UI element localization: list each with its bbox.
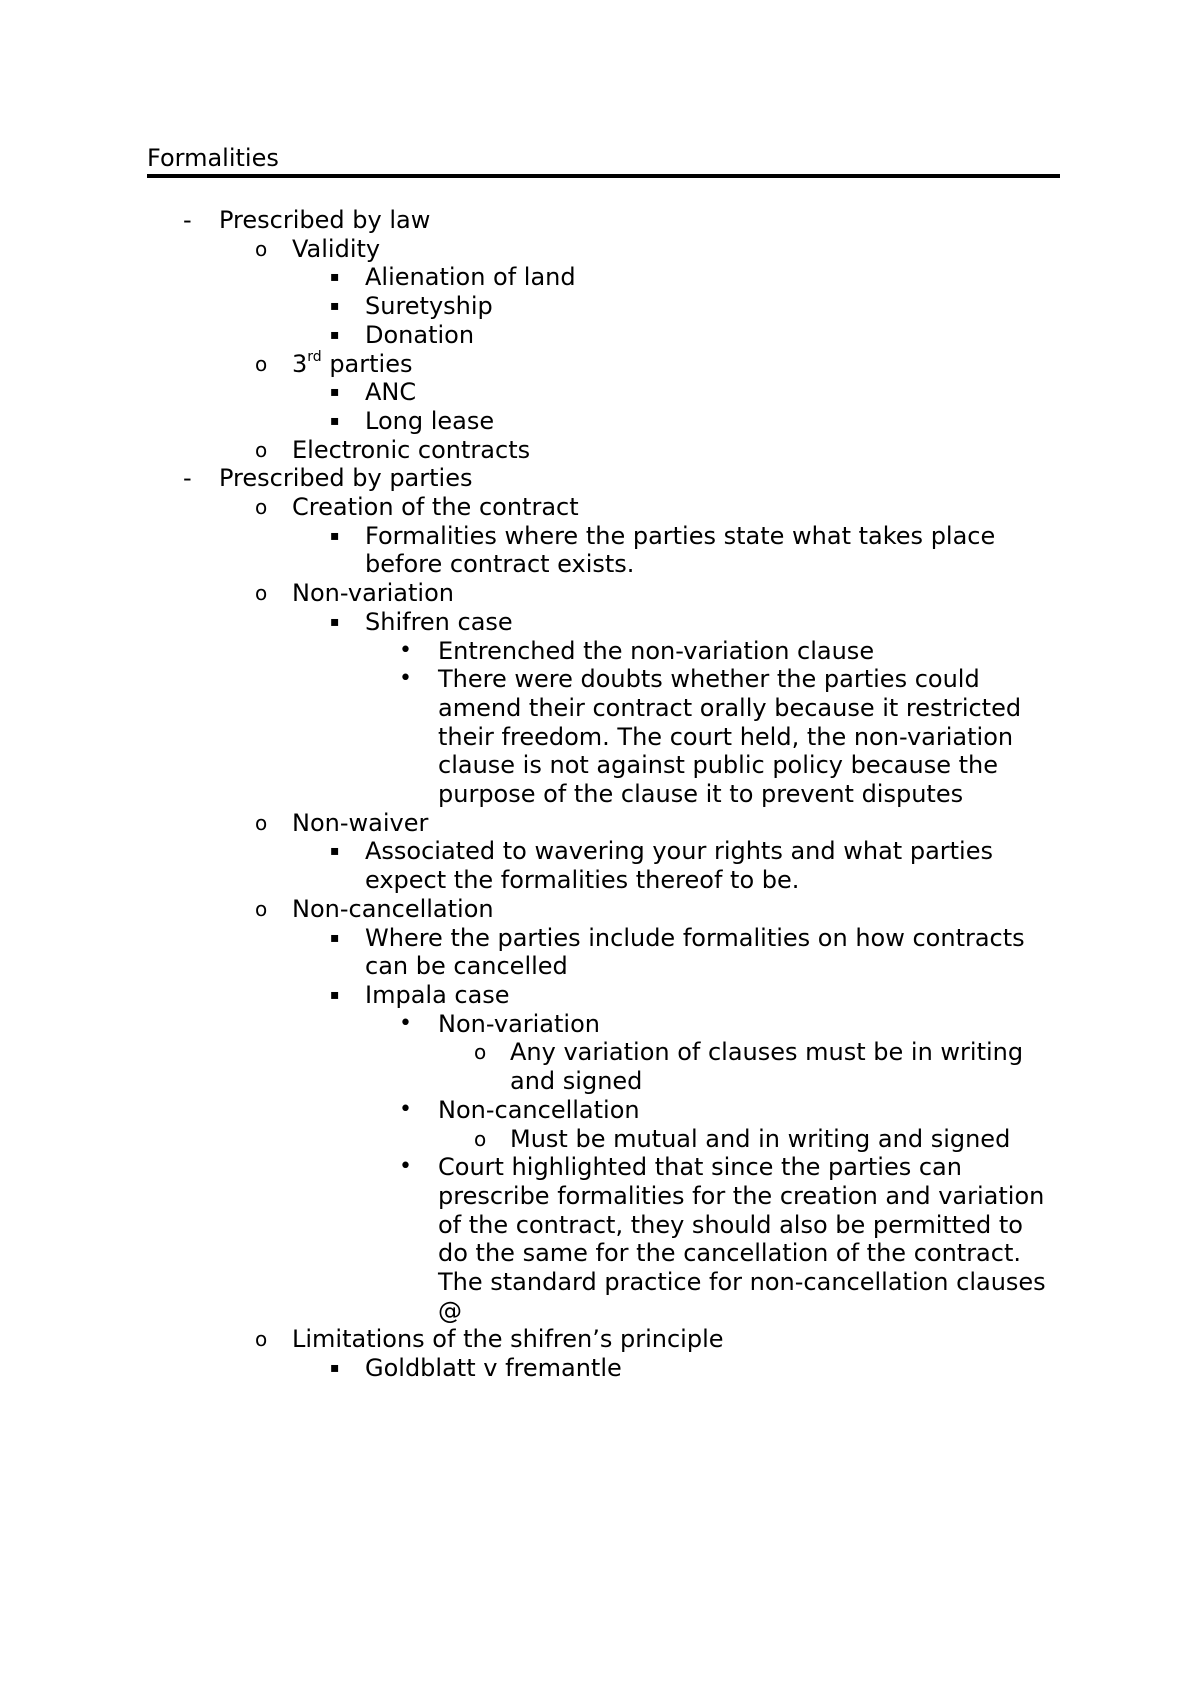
outline-item-text: Associated to wavering your rights and what parties expect the formalities thereof to be. bbox=[365, 837, 993, 895]
outline-item-text: Non-cancellation bbox=[438, 1095, 640, 1124]
list-marker: o bbox=[255, 896, 268, 921]
outline-item-text: Court highlighted that since the parties can prescribe formalities for the creation and variation of the contract, they should also be permitted to do the same for the cancellation of the contract. The standard practice for non-cancellation clauses @ bbox=[438, 1153, 1046, 1325]
outline-item-level-3 bbox=[0, 407, 1060, 436]
outline-item-level-2 bbox=[0, 1325, 1060, 1354]
outline-item-text: Entrenched the non-variation clause bbox=[438, 636, 875, 665]
outline-item-text: Donation bbox=[365, 320, 475, 349]
title-underline bbox=[147, 174, 1060, 178]
list-marker: • bbox=[399, 1096, 412, 1122]
outline-item-level-5 bbox=[0, 1125, 1060, 1154]
list-marker: o bbox=[255, 437, 268, 462]
outline-item-level-1 bbox=[0, 464, 1060, 493]
outline-item-text: ANC bbox=[365, 378, 417, 407]
list-marker: ▪ bbox=[330, 326, 340, 343]
outline-item-text: Long lease bbox=[365, 406, 495, 435]
outline-item-level-3 bbox=[0, 608, 1060, 637]
outline-item-text: Suretyship bbox=[365, 292, 493, 321]
outline-item-level-3 bbox=[0, 263, 1060, 292]
outline-item-level-3 bbox=[0, 1354, 1060, 1383]
outline-item-level-2 bbox=[0, 436, 1060, 465]
outline-item-text: Any variation of clauses must be in writing and signed bbox=[510, 1038, 1024, 1096]
outline-item-level-3 bbox=[0, 522, 1060, 579]
outline-item-text: Impala case bbox=[365, 980, 510, 1009]
list-marker: ▪ bbox=[330, 929, 340, 946]
outline-item-text: Shifren case bbox=[365, 607, 513, 636]
outline-item-level-5 bbox=[0, 1038, 1060, 1095]
outline-item-text: Where the parties include formalities on how contracts can be cancelled bbox=[365, 923, 1025, 981]
outline-item-level-2 bbox=[0, 493, 1060, 522]
list-marker: ▪ bbox=[330, 298, 340, 315]
list-marker: ▪ bbox=[330, 269, 340, 286]
outline-item-level-3 bbox=[0, 924, 1060, 981]
list-marker: ▪ bbox=[330, 412, 340, 429]
outline-item-level-2 bbox=[0, 809, 1060, 838]
outline-item-text bbox=[292, 350, 1060, 379]
outline-item-level-2 bbox=[0, 235, 1060, 264]
list-marker: ▪ bbox=[330, 986, 340, 1003]
outline-item-text: Creation of the contract bbox=[292, 493, 579, 522]
outline-item-text: Prescribed by law bbox=[219, 206, 431, 234]
outline-item-level-3 bbox=[0, 321, 1060, 350]
outline-item-text: Formalities where the parties state what takes place before contract exists. bbox=[365, 521, 996, 579]
outline-item-text: There were doubts whether the parties could amend their contract orally because it restricted their freedom. The court held, the non-variation clause is not against public policy because the purpose of the clause it to prevent disputes bbox=[438, 665, 1022, 809]
outline-item-level-1 bbox=[0, 206, 1060, 235]
list-marker: • bbox=[399, 637, 412, 663]
list-marker: o bbox=[255, 1327, 268, 1352]
outline-item-text: Must be mutual and in writing and signed bbox=[510, 1124, 1011, 1153]
list-marker: ▪ bbox=[330, 613, 340, 630]
outline-item-level-4 bbox=[0, 1153, 1060, 1325]
list-marker: ▪ bbox=[330, 527, 340, 544]
list-marker: o bbox=[255, 351, 268, 376]
list-marker: ▪ bbox=[330, 843, 340, 860]
list-marker: - bbox=[183, 464, 192, 493]
list-marker: • bbox=[399, 1010, 412, 1036]
outline-item-text: Validity bbox=[292, 234, 381, 263]
outline-item-text-after: parties bbox=[321, 349, 413, 378]
outline-item-level-2 bbox=[0, 579, 1060, 608]
outline-list bbox=[0, 206, 1200, 1383]
outline-item-level-4 bbox=[0, 665, 1060, 809]
outline-item-level-4 bbox=[0, 637, 1060, 666]
outline-item-level-4 bbox=[0, 1096, 1060, 1125]
list-marker: • bbox=[399, 666, 412, 692]
list-marker: o bbox=[255, 495, 268, 520]
list-marker: o bbox=[474, 1126, 487, 1151]
outline-item-text: Non-variation bbox=[292, 579, 454, 608]
outline-item-level-4 bbox=[0, 1010, 1060, 1039]
list-marker: o bbox=[255, 236, 268, 261]
outline-item-text-main: 3 bbox=[292, 349, 308, 378]
list-marker: o bbox=[474, 1040, 487, 1065]
list-marker: o bbox=[255, 581, 268, 606]
outline-item-text: Limitations of the shifren’s principle bbox=[292, 1325, 724, 1354]
outline-item-text: Electronic contracts bbox=[292, 435, 531, 464]
outline-item-text: Goldblatt v fremantle bbox=[365, 1354, 622, 1383]
outline-item-text: Non-waiver bbox=[292, 808, 429, 837]
list-marker: o bbox=[255, 810, 268, 835]
list-marker: ▪ bbox=[330, 1360, 340, 1377]
outline-item-level-3 bbox=[0, 292, 1060, 321]
outline-item-text: Non-cancellation bbox=[292, 894, 494, 923]
outline-item-text: Prescribed by parties bbox=[219, 464, 473, 493]
page-title: Formalities bbox=[147, 144, 279, 172]
outline-item-text: Non-variation bbox=[438, 1009, 600, 1038]
list-marker: - bbox=[183, 206, 192, 234]
list-marker: ▪ bbox=[330, 384, 340, 401]
outline-item-level-3 bbox=[0, 981, 1060, 1010]
outline-item-text: Alienation of land bbox=[365, 263, 576, 292]
list-marker: • bbox=[399, 1154, 412, 1180]
outline-item-level-3 bbox=[0, 378, 1060, 407]
ordinal-superscript: rd bbox=[307, 348, 322, 365]
outline-item-level-3 bbox=[0, 837, 1060, 894]
outline-item-level-2 bbox=[0, 895, 1060, 924]
outline-item-level-2 bbox=[0, 350, 1060, 379]
